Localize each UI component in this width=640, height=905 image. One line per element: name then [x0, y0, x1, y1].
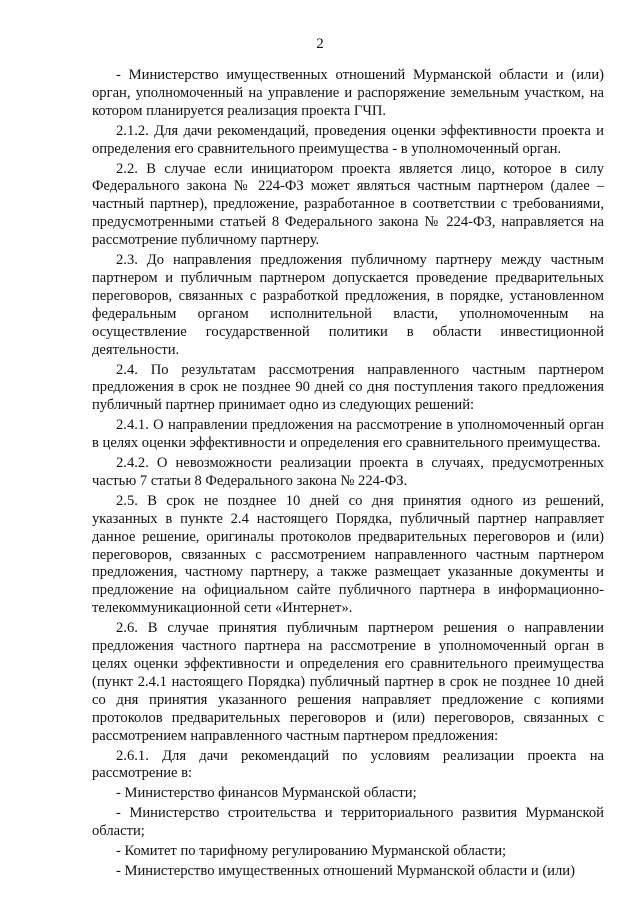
- paragraph: 2.3. До направления предложения публичному партнеру между частным партнером и публичным партнером допускается проведение предварительных переговоров, связанных с разработкой предложения, в порядке, установленном федеральным органом исполнительной власти, уполномоченным на осуществление государственной политики в области инвестиционной деятельности.: [92, 252, 604, 358]
- paragraph: 2.1.2. Для дачи рекомендаций, проведения оценки эффективности проекта и определения его сравнительного преимущества - в уполномоченный орган.: [92, 122, 604, 157]
- page-number: 2: [316, 36, 324, 52]
- list-item: - Комитет по тарифному регулированию Мурманской области;: [116, 843, 507, 860]
- paragraph: 2.6. В случае принятия публичным партнером решения о направлении предложения частного партнера на рассмотрение в уполномоченный орган в целях оценки эффективности и определения его сравнительного преимущества (пункт 2.4.1 настоящего Порядка) публичный партнер в срок не позднее 10 дней со дня принятия указанного решения направляет предложение с копиями протоколов предварительных переговоров и (или) переговоров, связанных с рассмотрением направленного частным партнером предложения:: [92, 620, 604, 744]
- document-body: [92, 67, 604, 881]
- paragraph: 2.6.1. Для дачи рекомендаций по условиям реализации проекта на рассмотрение в:: [92, 747, 604, 782]
- paragraph: 2.5. В срок не позднее 10 дней со дня принятия одного из решений, указанных в пункте 2.4 настоящего Порядка, публичный партнер направляет данное решение, оригиналы протоколов предварительных переговоров и (или) переговоров, связанных с рассмотрением направленного частным партнером предложения, частному партнеру, а также размещает указанные документы и предложение на официальном сайте публичного партнера в информационно-телекоммуникационной сети «Интернет».: [92, 492, 604, 617]
- paragraph: 2.4. По результатам рассмотрения направленного частным партнером предложения в срок не позднее 90 дней со дня поступления такого предложения публичный партнер принимает одно из следующих решений:: [92, 361, 604, 414]
- list-item: - Министерство имущественных отношений Мурманской области и (или): [116, 862, 575, 879]
- paragraph: 2.4.1. О направлении предложения на рассмотрение в уполномоченный орган в целях оценки эффективности и определения его сравнительного преимущества.: [92, 417, 604, 452]
- list-item: - Министерство строительства и территориального развития Мурманской области;: [92, 805, 604, 840]
- paragraph: - Министерство имущественных отношений Мурманской области и (или) орган, уполномоченный на управление и распоряжение земельным участком, на котором планируется реализация проекта ГЧП.: [92, 67, 604, 119]
- paragraph: 2.4.2. О невозможности реализации проекта в случаях, предусмотренных частью 7 статьи 8 Федерального закона № 224-ФЗ.: [92, 455, 604, 489]
- list-item: - Министерство финансов Мурманской области;: [116, 785, 417, 802]
- paragraph: 2.2. В случае если инициатором проекта является лицо, которое в силу Федерального закона № 224-ФЗ может являться частным партнером (далее – частный партнер), предложение, разработанное в соответствии с требованиями, предусмотренными статьей 8 Федерального закона № 224-ФЗ, направляется на рассмотрение публичному партнеру.: [92, 160, 604, 249]
